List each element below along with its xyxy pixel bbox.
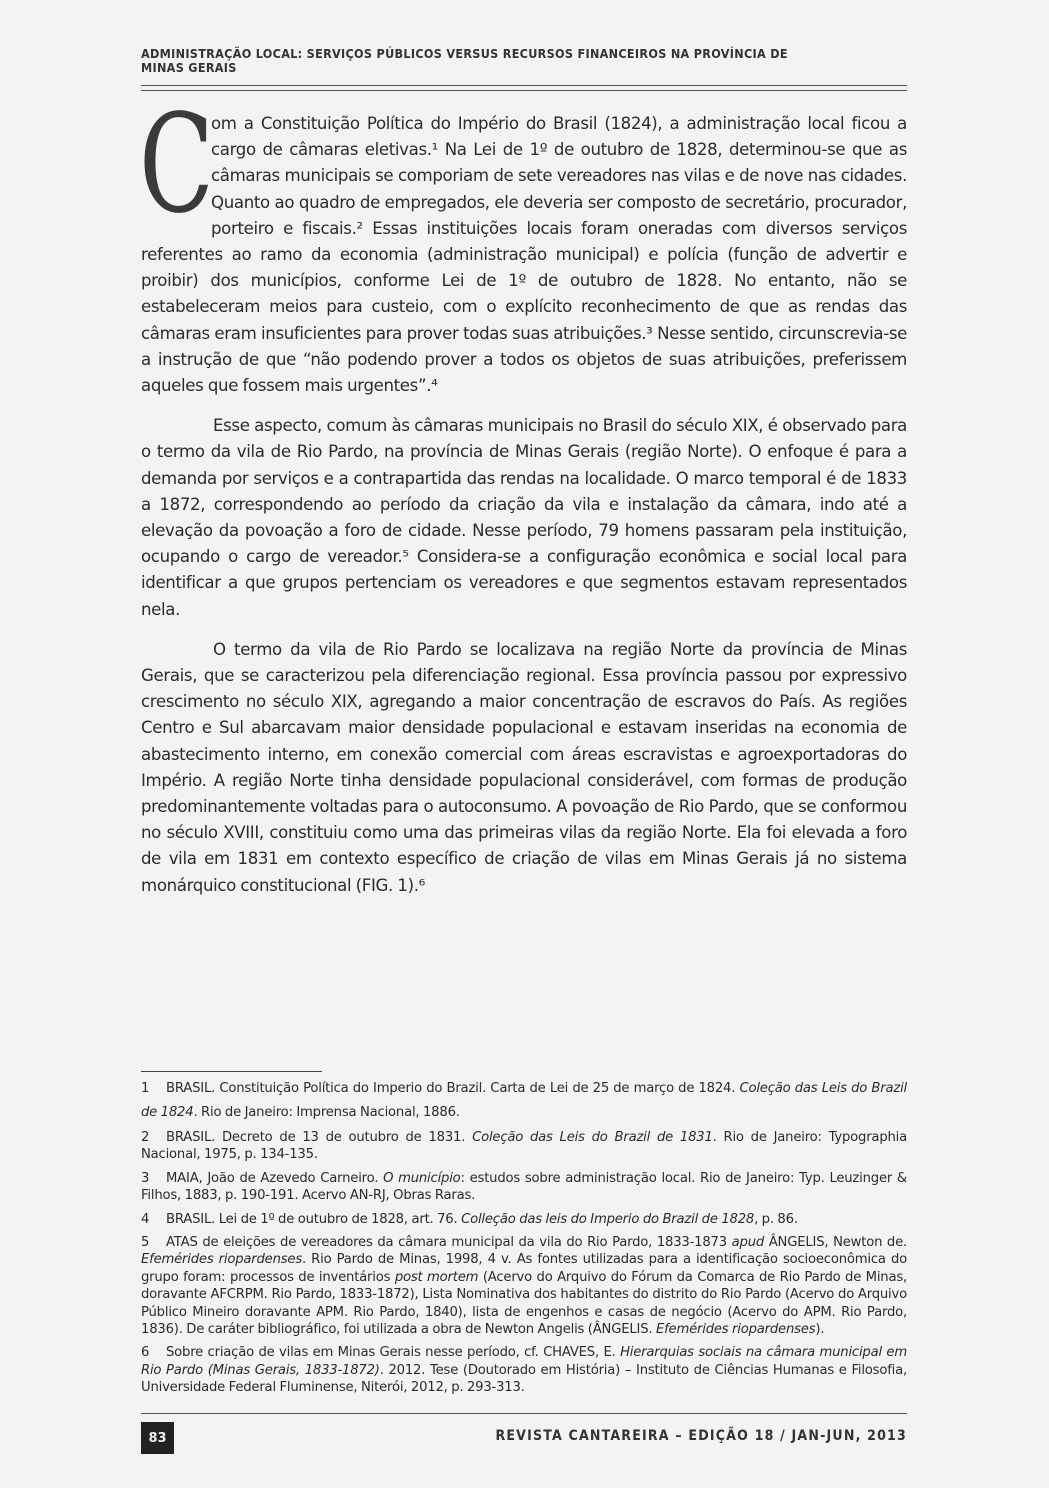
footnote-text: . 2012. Tese (Doutorado em História) – Instituto de Ciências Humanas e Filosofia, Universidade Federal Fluminense, Niterói, 2012, p. 293-313. <box>141 1362 907 1396</box>
footnote-title: Coleção das Leis do Brazil de 1831 <box>472 1130 713 1145</box>
footnote-number: 4 <box>141 1211 150 1227</box>
footnote-5 <box>141 1234 907 1338</box>
page-number: 83 <box>141 1422 174 1454</box>
paragraph-1-text: om a Constituição Política do Império do Brasil (1824), a administração local ficou a cargo de câmaras eletivas.¹ Na Lei de 1º de outubro de 1828, determinou-se que as câmaras municipais se comporiam de sete vereadores nas vilas e de nove nas cidades. Quanto ao quadro de empregados, ele deveria ser composto de secretário, procurador, porteiro e fiscais.² Essas instituições locais foram oneradas com diversos serviços referentes ao ramo da economia (administração municipal) e polícia (função de advertir e proibir) dos municípios, conforme Lei de 1º de outubro de 1828. No entanto, não se estabeleceram meios para custeio, com o explícito reconhecimento de que as rendas das câmaras eram insuficientes para prover todas suas atribuições.³ Nesse sentido, circunscrevia-se a instrução de que “não podendo prover a todos os objetos de suas atribuições, preferissem aqueles que fossem mais urgentes”.⁴ <box>141 114 907 396</box>
footnote-text: (Acervo do Arquivo do Fórum da Comarca de Rio Pardo de Minas, doravante AFCRPM. Rio Pardo, 1833-1872), Lista Nominativa dos habitantes do distrito do Rio Pardo (Acervo do Arquivo Público Mineiro doravante APM. Rio Pardo, 1840), lista de engenhos e casas de negócio (Acervo do APM. Rio Pardo, 1836). De caráter bibliográfico, foi utilizada a obra de Newton Angelis (ÂNGELIS. <box>141 1269 907 1338</box>
footnote-title: Colleção das leis do Imperio do Brazil de 1828 <box>461 1211 755 1227</box>
journal-name: REVISTA CANTAREIRA – EDIÇÃO 18 / JAN-JUN, 2013 <box>495 1428 907 1444</box>
footnote-title: Efemérides riopardenses <box>141 1252 302 1268</box>
paragraph-1 <box>139 86 907 399</box>
footnote-title: Efemérides riopardenses <box>655 1322 816 1338</box>
footnote-text: . Rio de Janeiro: Imprensa Nacional, 1886. <box>193 1105 460 1120</box>
footnote-text: . Rio de Janeiro: Typographia Nacional, 1975, p. 134-135. <box>141 1130 907 1163</box>
paragraph-3: O termo da vila de Rio Pardo se localizava na região Norte da província de Minas Gerais, que se caracterizou pela diferenciação regional. Essa província passou por expressivo crescimento no século XIX, agregando a maior concentração de escravos do País. As regiões Centro e Sul abarcavam maior densidade populacional e estavam inseridas na economia de abastecimento interno, em conexão comercial com áreas escravistas e agroexportadoras do Império. A região Norte tinha densidade populacional considerável, com formas de produção predominantemente voltadas para o autoconsumo. A povoação de Rio Pardo, que se conformou no século XVIII, constituiu como uma das primeiras vilas da região Norte. Ela foi elevada a foro de vila em 1831 em contexto específico de criação de vilas em Minas Gerais já no sistema monárquico constitucional (FIG. 1).⁶ <box>141 639 907 895</box>
footnote-number: 6 <box>141 1345 150 1361</box>
footnote-number: 1 <box>141 1081 150 1096</box>
footnote-1 <box>141 1077 907 1125</box>
footnote-title: Hierarquias sociais na câmara municipal em Rio Pardo (Minas Gerais, 1833-1872) <box>141 1345 907 1378</box>
footnote-text: MAIA, João de Azevedo Carneiro. <box>166 1170 384 1186</box>
drop-cap: C <box>139 86 214 244</box>
article-body <box>139 86 907 913</box>
footnote-text: ATAS de eleições de vereadores da câmara municipal da vila do Rio Pardo, 1833-1873 <box>166 1235 732 1251</box>
footnote-text: BRASIL. Decreto de 13 de outubro de 1831. <box>166 1130 473 1145</box>
footnotes <box>141 1077 907 1403</box>
footnote-text: BRASIL. Lei de 1º de outubro de 1828, art. 76. <box>166 1211 462 1227</box>
footnote-4 <box>141 1211 907 1228</box>
footnote-2 <box>141 1129 907 1164</box>
footnote-text: ÂNGELIS, Newton de. <box>764 1235 907 1251</box>
footnote-text: Sobre criação de vilas em Minas Gerais nesse período, cf. CHAVES, E. <box>166 1345 621 1361</box>
footnote-title: post mortem <box>394 1269 479 1285</box>
footnote-title: O município <box>383 1170 461 1186</box>
footnote-3 <box>141 1170 907 1205</box>
footnote-text: : estudos sobre administração local. Rio de Janeiro: Typ. Leuzinger & Filhos, 1883, p. 190-191. Acervo AN-RJ, Obras Raras. <box>141 1170 908 1204</box>
footnote-title: apud <box>731 1235 765 1251</box>
header-title-line-2: MINAS GERAIS <box>141 60 237 75</box>
running-header <box>141 47 907 75</box>
footnote-6 <box>141 1344 907 1396</box>
footnote-text: . Rio Pardo de Minas, 1998, 4 v. As fontes utilizadas para a identificação socioeconômica do grupo foram: processos de inventários <box>141 1252 907 1285</box>
header-title-line-1: ADMINISTRAÇÃO LOCAL: SERVIÇOS PÚBLICOS VERSUS RECURSOS FINANCEIROS NA PROVÍNCIA DE <box>141 46 788 61</box>
footnote-number: 3 <box>141 1170 150 1186</box>
footnote-text: , p. 86. <box>754 1211 798 1227</box>
footnote-text: BRASIL. Constituição Política do Imperio do Brazil. Carta de Lei de 25 de março de 1824. <box>166 1081 740 1096</box>
footnote-divider <box>141 1071 322 1072</box>
footnote-title: Coleção das Leis do Brazil de 1824 <box>141 1081 907 1120</box>
footnote-number: 5 <box>141 1235 150 1251</box>
footer-divider <box>141 1413 907 1414</box>
header-divider <box>141 85 907 91</box>
footnote-number: 2 <box>141 1130 150 1145</box>
footnote-text: ). <box>815 1322 825 1338</box>
paragraph-2: Esse aspecto, comum às câmaras municipais no Brasil do século XIX, é observado para o termo da vila de Rio Pardo, na província de Minas Gerais (região Norte). O enfoque é para a demanda por serviços e a contrapartida das rendas na localidade. O marco temporal é de 1833 a 1872, correspondendo ao período da criação da vila e instalação da câmara, indo até a elevação da povoação a foro de cidade. Nesse período, 79 homens passaram pela instituição, ocupando o cargo de vereador.⁵ Considera-se a configuração econômica e social local para identificar a que grupos pertenciam os vereadores e que segmentos estavam representados nela. <box>141 416 907 619</box>
